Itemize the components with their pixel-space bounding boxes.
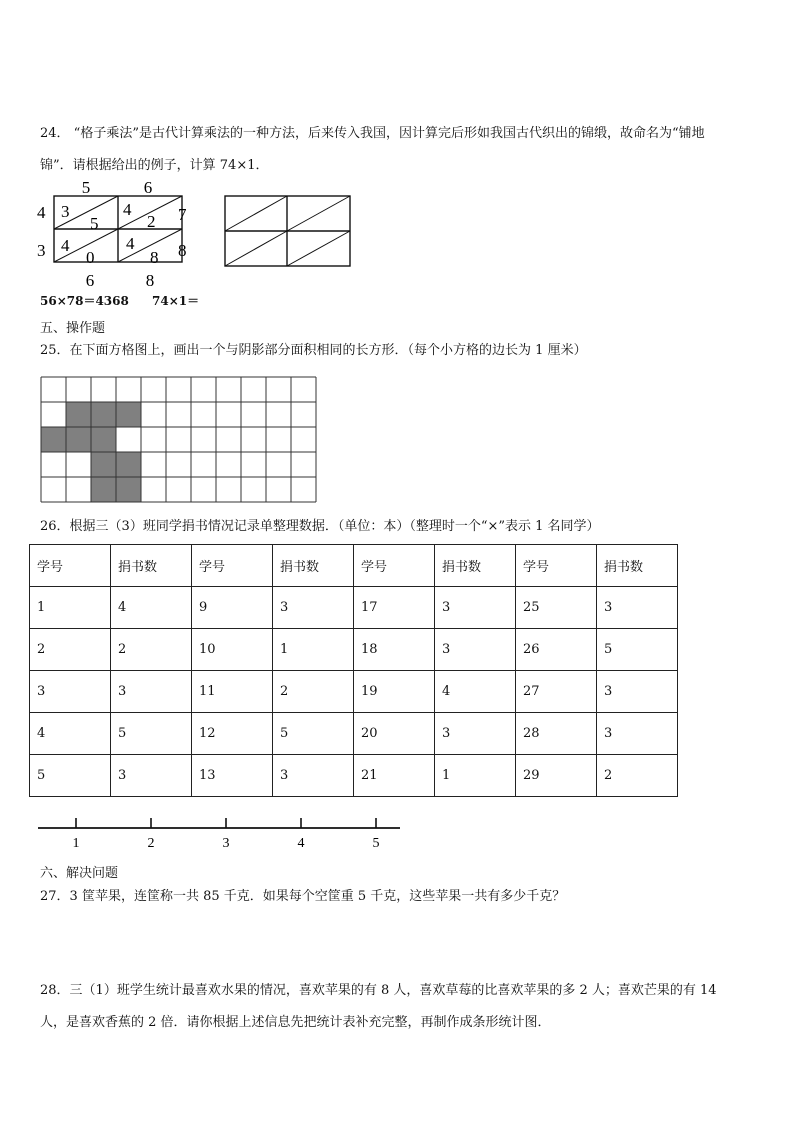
table-row [30,713,678,755]
lattice-cell-ones: 2 [147,212,156,231]
bottom-digit: 8 [145,271,155,290]
section-heading: 六、解决问题 [40,866,119,881]
q27-text: 27．3 筐苹果，连筐称一共 85 千克．如果每个空筐重 5 千克，这些苹果一共有多少千克？ [40,889,566,904]
table-header-cell: 学号 [516,545,597,587]
lattice-cell-ones: 0 [86,248,95,267]
donation-table [29,544,678,797]
multiplier-digit: 8 [178,241,187,260]
lattice-cell-ones: 5 [90,214,99,233]
q28-text-line1: 28．三（1）班学生统计最喜欢水果的情况，喜欢苹果的有 8 人，喜欢草莓的比喜欢苹果的多 2 人；喜欢芒果的有 14 [40,983,717,998]
table-cell: 1 [30,587,111,629]
empty-diagonal [225,231,287,266]
axis-label: 3 [222,836,230,851]
table-cell: 5 [273,713,354,755]
q28-text-line2: 人，是喜欢香蕉的 2 倍．请你根据上述信息先把统计表补充完整，再制作成条形统计图． [40,1015,551,1030]
lattice-cell-tens: 4 [126,234,135,253]
shaded-square [66,427,91,452]
empty-lattice [225,196,350,266]
task-expression: 74×1＝ [152,294,200,308]
empty-diagonal [225,196,287,231]
axis-label: 2 [147,836,155,851]
shaded-square [91,477,116,502]
table-cell: 18 [354,629,435,671]
multiplicand-digit: 5 [81,178,91,197]
shaded-square [91,402,116,427]
table-cell: 25 [516,587,597,629]
table-row [30,629,678,671]
multiplier-digit: 7 [178,205,187,224]
example-lattice [37,178,187,290]
lattice-cell-ones: 8 [150,248,159,267]
table-header-row [30,545,678,587]
axis-label: 5 [372,836,380,851]
table-cell: 2 [273,671,354,713]
table-cell: 4 [111,587,192,629]
shaded-square [41,427,66,452]
lattice-cell-tens: 4 [61,236,70,255]
table-cell: 5 [111,713,192,755]
table-cell: 10 [192,629,273,671]
table-cell: 12 [192,713,273,755]
lattice-cell-tens: 3 [61,202,70,221]
left-digit: 3 [37,241,46,260]
table-header-cell: 捐书数 [597,545,678,587]
table-cell: 3 [111,671,192,713]
table-cell: 3 [30,671,111,713]
square-grid [40,376,318,504]
example-result: 56×78＝4368 [40,294,129,308]
table-cell: 3 [111,755,192,797]
q24-text-line1: 24． “格子乘法”是古代计算乘法的一种方法，后来传入我国，因计算完后形如我国古代织出的锦缎，故命名为“铺地 [40,126,705,141]
table-cell: 21 [354,755,435,797]
table-cell: 1 [273,629,354,671]
table-header-cell: 学号 [30,545,111,587]
table-header-cell: 捐书数 [435,545,516,587]
shaded-square [116,477,141,502]
left-digit: 4 [37,203,46,222]
table-header-cell: 学号 [354,545,435,587]
shaded-square [116,452,141,477]
shaded-square [91,427,116,452]
table-cell: 4 [30,713,111,755]
table-cell: 26 [516,629,597,671]
shaded-square [116,402,141,427]
table-cell: 20 [354,713,435,755]
section-heading: 五、操作题 [40,321,106,336]
table-cell: 3 [597,671,678,713]
axis-label: 4 [297,836,305,851]
table-cell: 3 [273,587,354,629]
table-row [30,671,678,713]
table-cell: 1 [435,755,516,797]
table-cell: 28 [516,713,597,755]
table-cell: 3 [435,713,516,755]
table-header-cell: 捐书数 [273,545,354,587]
table-cell: 19 [354,671,435,713]
table-cell: 11 [192,671,273,713]
table-cell: 3 [597,587,678,629]
shaded-square [91,452,116,477]
q25-text: 25．在下面方格图上，画出一个与阴影部分面积相同的长方形．（每个小方格的边长为 1 厘米） [40,343,587,358]
table-cell: 3 [435,587,516,629]
table-cell: 2 [30,629,111,671]
lattice-diagrams [30,176,370,296]
table-cell: 9 [192,587,273,629]
table-cell: 5 [597,629,678,671]
table-cell: 29 [516,755,597,797]
tally-axis [38,816,408,856]
empty-diagonal [287,196,350,231]
shaded-square [66,402,91,427]
axis-label: 1 [72,836,80,851]
table-cell: 2 [111,629,192,671]
table-cell: 5 [30,755,111,797]
table-cell: 3 [597,713,678,755]
q26-text: 26．根据三（3）班同学捐书情况记录单整理数据．（单位：本）（整理时一个“×”表示 1 名同学） [40,519,600,534]
lattice-cell-tens: 4 [123,200,132,219]
table-cell: 13 [192,755,273,797]
empty-diagonal [287,231,350,266]
table-header-cell: 学号 [192,545,273,587]
table-row [30,755,678,797]
table-cell: 2 [597,755,678,797]
bottom-digit: 6 [85,271,95,290]
table-cell: 3 [273,755,354,797]
q24-text-line2: 锦”．请根据给出的例子，计算 74×1． [40,158,269,173]
multiplicand-digit: 6 [143,178,153,197]
table-header-cell: 捐书数 [111,545,192,587]
table-row [30,587,678,629]
table-cell: 4 [435,671,516,713]
table-cell: 3 [435,629,516,671]
table-cell: 17 [354,587,435,629]
table-cell: 27 [516,671,597,713]
